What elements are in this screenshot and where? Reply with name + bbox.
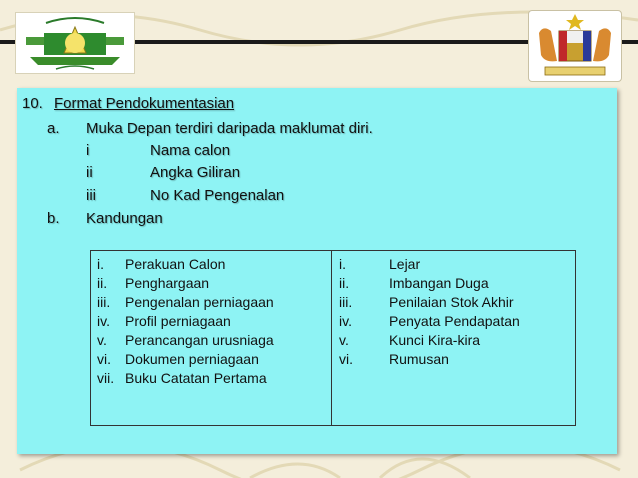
table-left-marker: vii. [97,370,115,386]
table-right-marker: i. [339,256,346,272]
item-text: No Kad Pengenalan [150,187,285,204]
table-left-text: Buku Catatan Pertama [125,370,267,386]
section-b-marker: b. [47,210,60,227]
table-right-marker: iii. [339,294,353,310]
table-left-text: Penghargaan [125,275,210,291]
table-left-text: Perancangan urusniaga [125,332,274,348]
table-left-marker: ii. [97,275,108,291]
section-a-text: Muka Depan terdiri daripada maklumat diri. [86,120,373,137]
coat-of-arms-icon [529,11,621,81]
table-left-marker: vi. [97,351,111,367]
item-text: Nama calon [150,142,231,159]
table-left-marker: i. [97,256,104,272]
table-left-text: Perakuan Calon [125,256,226,272]
table-left-marker: iii. [97,294,111,310]
table-left-text: Dokumen perniagaan [125,351,259,367]
table-right-text: Imbangan Duga [389,275,489,291]
table-left-marker: iv. [97,313,110,329]
item-marker: ii [86,164,93,181]
table-right-text: Lejar [389,256,421,272]
right-logo [528,10,622,82]
heading-title: Format Pendokumentasian [54,95,235,112]
section-b-text: Kandungan [86,210,163,227]
item-text: Angka Giliran [150,164,241,181]
section-a-marker: a. [47,120,60,137]
left-logo [15,12,135,74]
contents-table [90,250,576,426]
table-right-text: Penilaian Stok Akhir [389,294,514,310]
table-left-text: Pengenalan perniagaan [125,294,274,310]
table-left-marker: v. [97,332,107,348]
table-column-divider [331,251,332,425]
heading-number: 10. [22,95,43,112]
item-marker: i [86,142,90,159]
table-right-marker: v. [339,332,349,348]
table-left-text: Profil perniagaan [125,313,231,329]
table-right-marker: ii. [339,275,350,291]
table-right-marker: vi. [339,351,353,367]
table-right-text: Penyata Pendapatan [389,313,520,329]
item-marker: iii [86,187,96,204]
table-right-text: Rumusan [389,351,449,367]
table-right-text: Kunci Kira-kira [389,332,481,348]
institution-emblem-icon [16,13,134,73]
table-right-marker: iv. [339,313,352,329]
